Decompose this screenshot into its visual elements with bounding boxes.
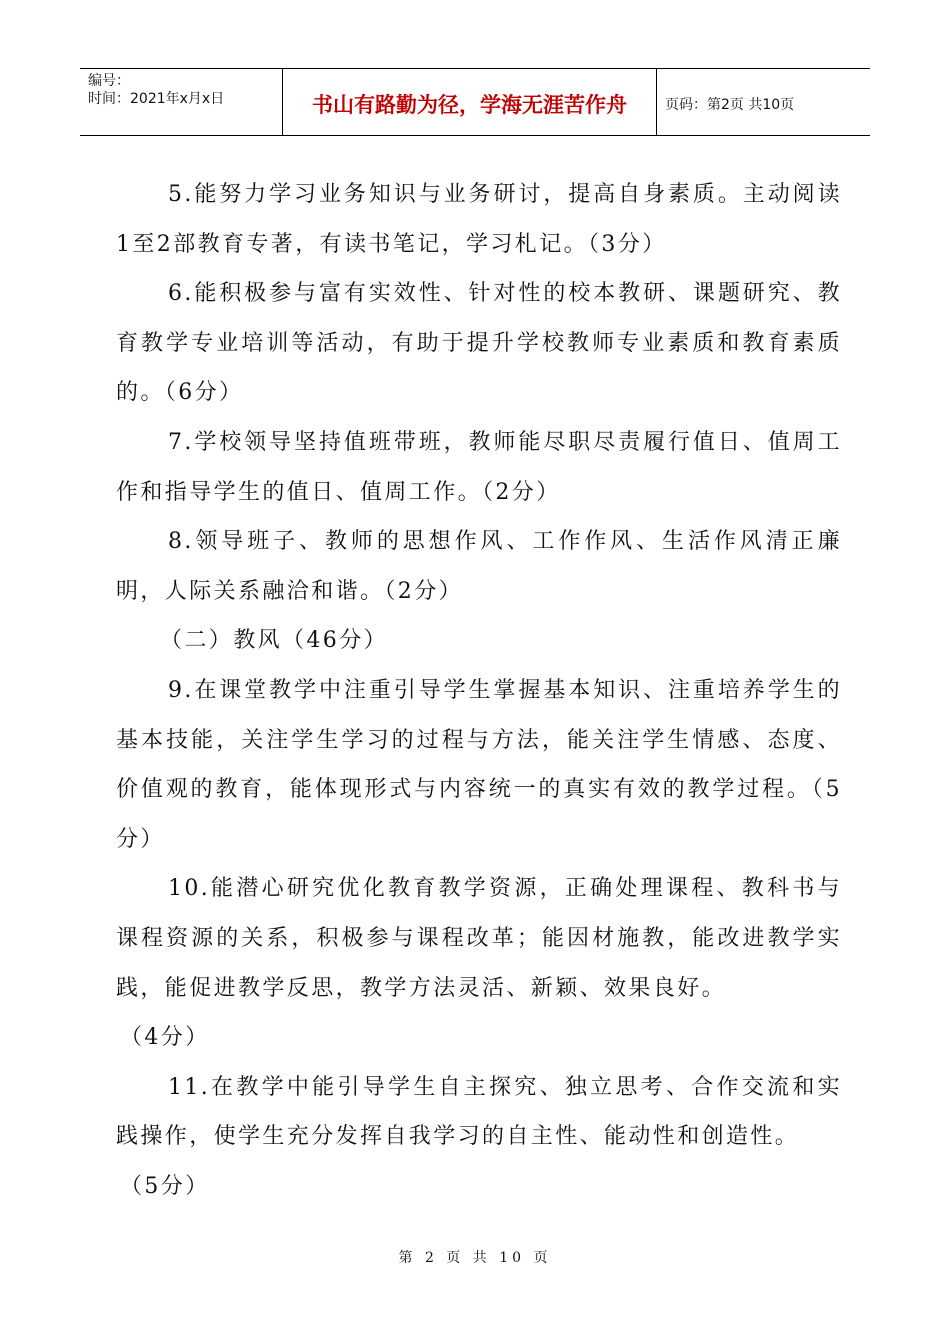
paragraph-8: 8.领导班子、教师的思想作风、工作作风、生活作风清正廉明，人际关系融洽和谐。（2分） [116, 529, 842, 604]
header-page-code: 页码：第2页 共10页 [665, 97, 795, 113]
document-body [116, 170, 842, 1211]
paragraph-9: 9.在课堂教学中注重引导学生掌握基本知识、注重培养学生的基本技能，关注学生学习的过程与方法，能关注学生情感、态度、价值观的教育，能体现形式与内容统一的真实有效的教学过程。（5分） [116, 677, 842, 852]
header-slogan: 书山有路勤为径，学海无涯苦作舟 [283, 69, 657, 135]
paragraph-5: 5.能努力学习业务知识与业务研讨，提高自身素质。主动阅读1至2部教育专著，有读书笔记，学习札记。（3分） [116, 182, 842, 257]
page-header [80, 68, 870, 136]
header-info-cell [80, 69, 283, 135]
paragraph-11-score: （5分） [120, 1173, 210, 1199]
paragraph-11: 11.在教学中能引导学生自主探究、独立思考、合作交流和实践操作，使学生充分发挥自我学习的自主性、能动性和创造性。 [116, 1074, 842, 1150]
paragraph-10-score: （4分） [120, 1025, 210, 1051]
section-heading: （二）教风（46分） [160, 628, 388, 654]
paragraph-6: 6.能积极参与富有实效性、针对性的校本教研、课题研究、教育教学专业培训等活动，有助于提升学校教师专业素质和教育素质的。（6分） [116, 281, 842, 406]
number-label: 编号： [88, 73, 130, 89]
paragraph-7: 7.学校领导坚持值班带班，教师能尽职尽责履行值日、值周工作和指导学生的值日、值周工作。（2分） [116, 429, 842, 505]
page-footer: 第 2 页 共 10 页 [398, 1250, 552, 1266]
time-label: 时间：2021年x月x日 [88, 91, 225, 107]
paragraph-10: 10.能潜心研究优化教育教学资源，正确处理课程、教科书与课程资源的关系，积极参与课程改革；能因材施教，能改进教学实践，能促进教学反思，教学方法灵活、新颖、效果良好。 [116, 876, 842, 1001]
